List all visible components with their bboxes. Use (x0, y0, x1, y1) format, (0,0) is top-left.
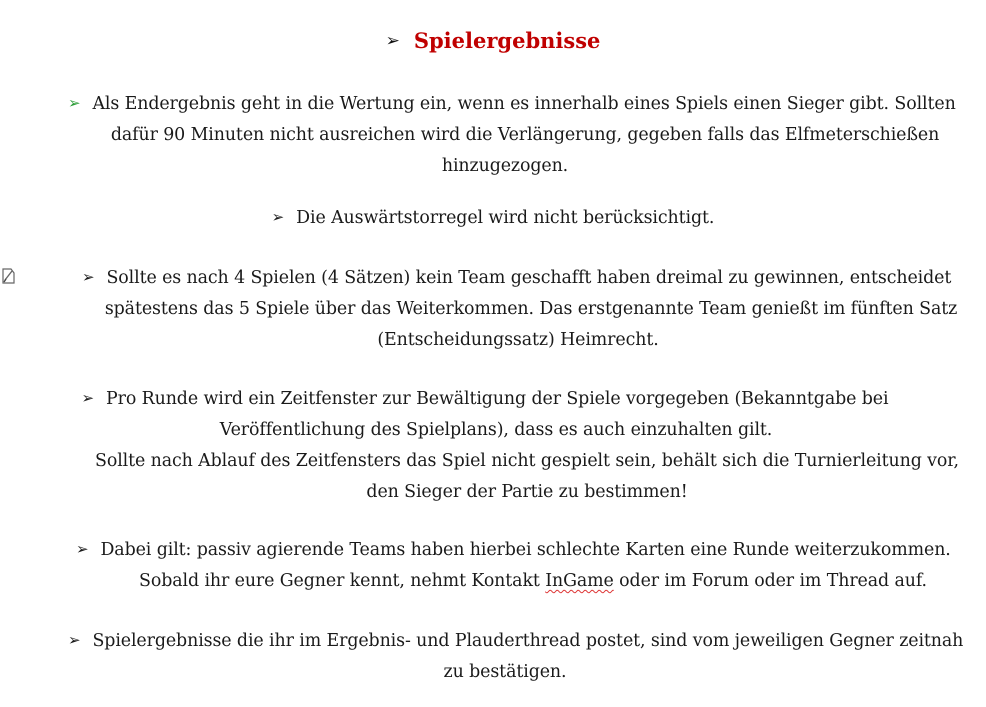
paragraph-line: spätestens das 5 Spiele über das Weiterkommen. Das erstgenannte Team genießt im fünften Satz (104, 299, 958, 319)
section-heading (0, 26, 986, 58)
arrow-bullet-icon: ➢ (76, 540, 89, 558)
paragraph-line: den Sieger der Partie zu bestimmen! (366, 482, 688, 502)
paragraph-line: hinzugezogen. (441, 156, 569, 176)
paragraph-text: Pro Runde wird ein Zeitfenster zur Bewältigung der Spiele vorgegeben (Bekanntgabe bei (106, 389, 889, 409)
arrow-bullet-icon: ➢ (68, 631, 81, 649)
heading-title: Spielergebnisse (413, 28, 601, 53)
paragraph-text: oder im Forum oder im Thread auf. (619, 571, 927, 591)
paragraph-line: (Entscheidungssatz) Heimrecht. (377, 330, 659, 350)
paragraph-line (60, 89, 956, 120)
paragraph-deciding-game-rule (60, 263, 960, 356)
paragraph-text: Dabei gilt: passiv agierende Teams haben hierbei schlechte Karten eine Runde weiterzukommen. (100, 540, 951, 560)
paragraph-text: Die Auswärtstorregel wird nicht berücksichtigt. (296, 208, 715, 228)
spellcheck-flagged-word[interactable]: InGame (545, 571, 614, 591)
paragraph-line (60, 263, 960, 294)
paragraph-text: Als Endergebnis geht in die Wertung ein, wenn es innerhalb eines Spiels einen Sieger gibt. Sollten (92, 94, 956, 114)
paragraph-confirm-results-rule (60, 626, 964, 688)
paragraph-line (60, 566, 960, 597)
paragraph-passive-teams-rule (60, 535, 960, 597)
paragraph-text: Sollte es nach 4 Spielen (4 Sätzen) kein Team geschafft haben dreimal zu gewinnen, entscheidet (106, 268, 952, 288)
paragraph-line (0, 203, 986, 234)
paragraph-result-rule (60, 89, 956, 182)
paragraph-away-goal-rule (0, 203, 986, 234)
arrow-bullet-icon: ➢ (82, 268, 95, 286)
paragraph-line (60, 535, 960, 566)
paragraph-line: Sollte nach Ablauf des Zeitfensters das Spiel nicht gespielt sein, behält sich die Turnierleitung vor, (95, 451, 959, 471)
paragraph-line (60, 384, 960, 415)
green-arrow-bullet-icon: ➢ (68, 94, 81, 112)
paragraph-line: Veröffentlichung des Spielplans), dass es auch einzuhalten gilt. (219, 420, 773, 440)
margin-edit-icon[interactable] (0, 267, 16, 285)
paragraph-line: zu bestätigen. (443, 662, 567, 682)
paragraph-text: Spielergebnisse die ihr im Ergebnis- und Plauderthread postet, sind vom jeweiligen Gegner zeitnah (92, 631, 964, 651)
paragraph-time-window-rule (60, 384, 960, 508)
paragraph-line (60, 626, 964, 657)
paragraph-text: Sobald ihr eure Gegner kennt, nehmt Kontakt (139, 571, 540, 591)
arrow-bullet-icon: ➢ (81, 389, 94, 407)
paragraph-line: dafür 90 Minuten nicht ausreichen wird die Verlängerung, gegeben falls das Elfmeterschießen (110, 125, 940, 145)
heading-bullet-icon: ➢ (385, 31, 400, 51)
arrow-bullet-icon: ➢ (271, 208, 285, 226)
